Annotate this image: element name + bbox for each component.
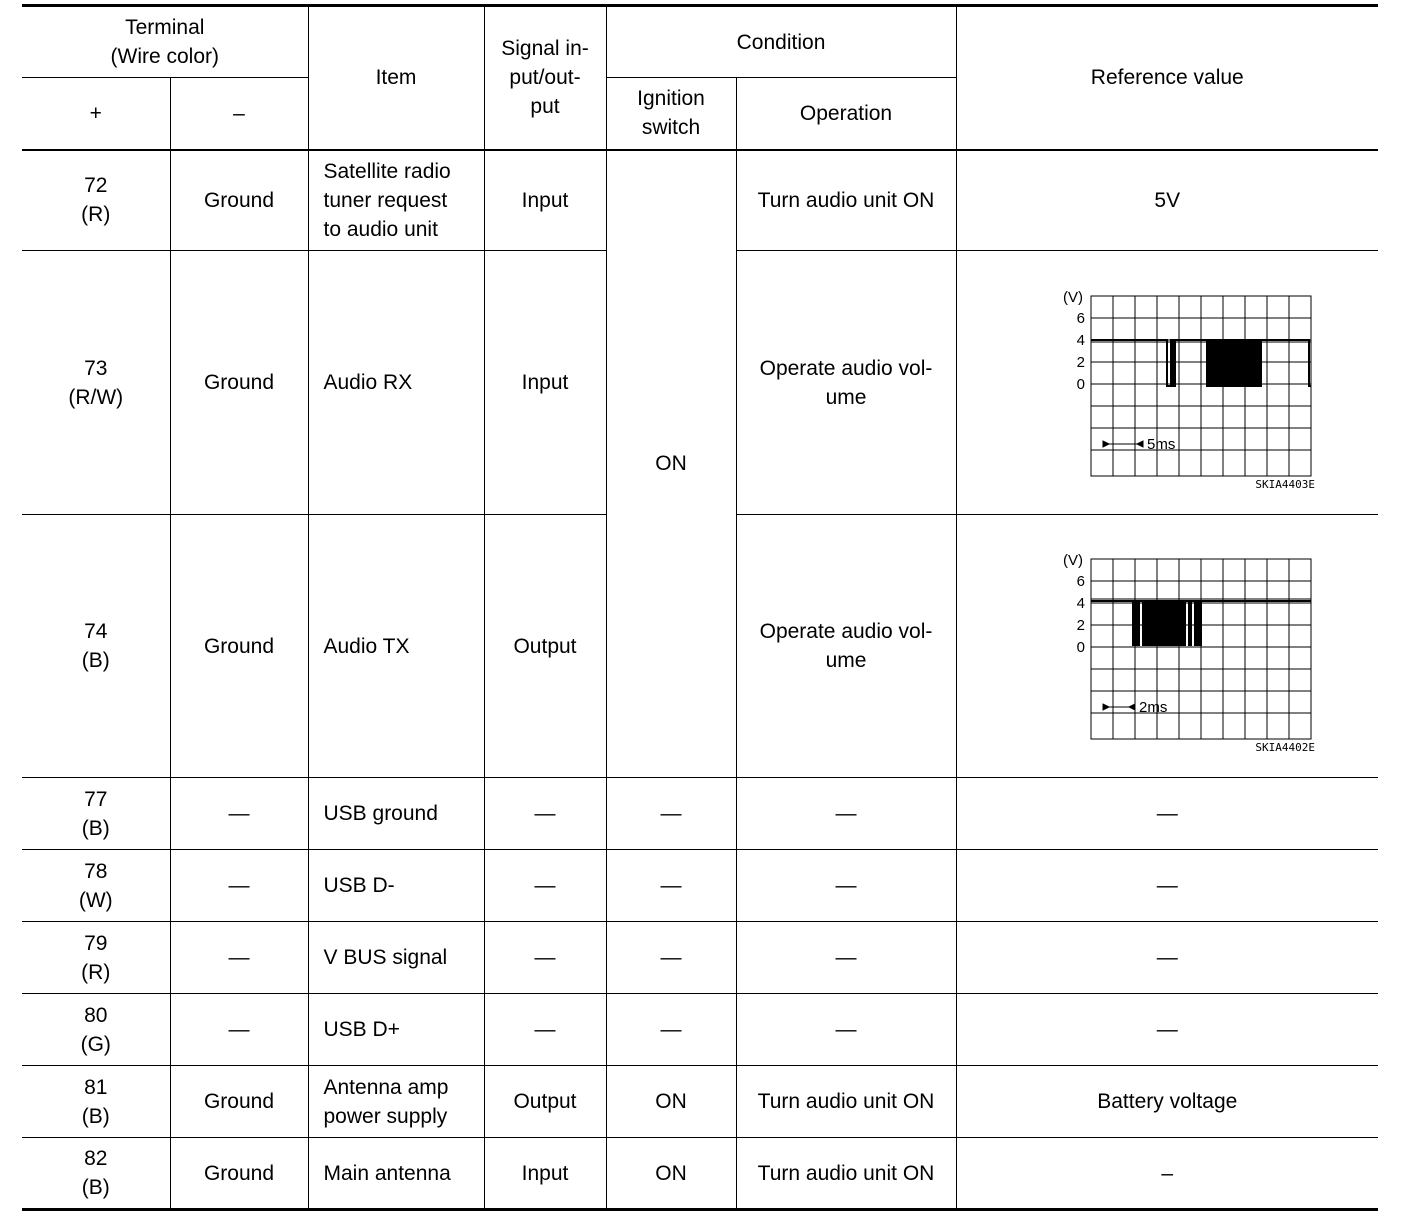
terminal-cell: 73 (R/W) <box>22 251 170 515</box>
operation-cell: — <box>736 994 956 1066</box>
grid <box>1091 559 1311 739</box>
item-cell: USB D+ <box>308 994 484 1066</box>
table-row <box>22 850 1378 922</box>
unit-label: (V) <box>1063 288 1084 306</box>
item-cell: Audio TX <box>308 515 484 778</box>
table-row <box>22 1066 1378 1138</box>
signal-cell: — <box>484 778 606 850</box>
reference-cell <box>956 515 1378 778</box>
signal-cell: — <box>484 922 606 994</box>
grid <box>1091 296 1311 476</box>
y-tick: 2 <box>1076 353 1086 371</box>
terminal-header <box>22 6 308 78</box>
minus-cell: Ground <box>170 150 308 251</box>
terminal-cell: 79 (R) <box>22 922 170 994</box>
signal-cell: Output <box>484 1066 606 1138</box>
y-tick: 4 <box>1076 595 1086 612</box>
ignition-cell: — <box>606 850 736 922</box>
minus-cell: Ground <box>170 1066 308 1138</box>
operation-cell: — <box>736 850 956 922</box>
terminal-cell: 72 (R) <box>22 150 170 251</box>
y-tick: 6 <box>1076 309 1086 327</box>
y-tick: 4 <box>1076 331 1086 349</box>
item-cell: V BUS signal <box>308 922 484 994</box>
time-div-marker <box>1103 704 1135 710</box>
ignition-header: Ignition switch <box>606 78 736 150</box>
y-tick: 0 <box>1076 639 1086 656</box>
reference-header: Reference value <box>956 6 1378 150</box>
table-row <box>22 994 1378 1066</box>
operation-cell: — <box>736 922 956 994</box>
condition-header: Condition <box>606 6 956 78</box>
signal-cell: — <box>484 850 606 922</box>
wire-color-label: (Wire color) <box>110 45 219 68</box>
reference-cell: — <box>956 850 1378 922</box>
y-tick: 2 <box>1076 617 1086 634</box>
operation-header: Operation <box>736 78 956 150</box>
minus-cell: — <box>170 778 308 850</box>
item-cell: Audio RX <box>308 251 484 515</box>
signal-cell: — <box>484 994 606 1066</box>
plus-header: + <box>22 78 170 150</box>
signal-cell: Input <box>484 1138 606 1210</box>
operation-cell: — <box>736 778 956 850</box>
reference-cell: — <box>956 994 1378 1066</box>
operation-cell: Turn audio unit ON <box>736 150 956 251</box>
time-div-label: 5ms <box>1147 435 1176 453</box>
table-row <box>22 1138 1378 1210</box>
reference-cell <box>956 251 1378 515</box>
item-cell: USB ground <box>308 778 484 850</box>
minus-cell: — <box>170 922 308 994</box>
terminal-cell: 74 (B) <box>22 515 170 778</box>
operation-cell: Turn audio unit ON <box>736 1066 956 1138</box>
y-tick: 6 <box>1076 573 1086 590</box>
terminal-label: Terminal <box>125 16 205 39</box>
ignition-cell: ON <box>606 1138 736 1210</box>
signal-cell: Input <box>484 150 606 251</box>
terminal-cell: 80 (G) <box>22 994 170 1066</box>
signal-header: Signal in- put/out- put <box>484 6 606 150</box>
terminal-spec-table <box>22 4 1378 1211</box>
table-row <box>22 922 1378 994</box>
terminal-cell: 81 (B) <box>22 1066 170 1138</box>
item-cell: USB D- <box>308 850 484 922</box>
item-cell: Satellite radio tuner request to audio unit <box>308 150 484 251</box>
ignition-cell: — <box>606 778 736 850</box>
ignition-cell: — <box>606 994 736 1066</box>
item-header: Item <box>308 6 484 150</box>
ignition-cell-merged: ON <box>606 150 736 778</box>
signal-cell: Input <box>484 251 606 515</box>
time-div-label: 2ms <box>1139 699 1168 716</box>
ignition-cell: ON <box>606 1066 736 1138</box>
signal-trace <box>1091 601 1311 645</box>
table-row <box>22 778 1378 850</box>
minus-header: – <box>170 78 308 150</box>
terminal-cell: 82 (B) <box>22 1138 170 1210</box>
time-div-marker <box>1103 441 1143 447</box>
y-tick: 0 <box>1076 375 1086 393</box>
unit-label: (V) <box>1063 552 1084 569</box>
item-cell: Antenna amp power supply <box>308 1066 484 1138</box>
reference-cell: — <box>956 922 1378 994</box>
minus-cell: Ground <box>170 515 308 778</box>
waveform-chart-2ms <box>1017 541 1317 751</box>
operation-cell: Operate audio vol- ume <box>736 515 956 778</box>
figure-caption: SKIA4403E <box>1255 477 1316 488</box>
terminal-cell: 78 (W) <box>22 850 170 922</box>
operation-cell: Turn audio unit ON <box>736 1138 956 1210</box>
operation-cell: Operate audio vol- ume <box>736 251 956 515</box>
reference-cell: 5V <box>956 150 1378 251</box>
reference-cell: — <box>956 778 1378 850</box>
item-cell: Main antenna <box>308 1138 484 1210</box>
signal-cell: Output <box>484 515 606 778</box>
reference-cell: – <box>956 1138 1378 1210</box>
minus-cell: Ground <box>170 251 308 515</box>
minus-cell: Ground <box>170 1138 308 1210</box>
reference-cell: Battery voltage <box>956 1066 1378 1138</box>
minus-cell: — <box>170 850 308 922</box>
figure-caption: SKIA4402E <box>1255 741 1316 751</box>
minus-cell: — <box>170 994 308 1066</box>
table-row <box>22 150 1378 251</box>
terminal-cell: 77 (B) <box>22 778 170 850</box>
waveform-chart-5ms <box>1017 278 1317 488</box>
ignition-cell: — <box>606 922 736 994</box>
